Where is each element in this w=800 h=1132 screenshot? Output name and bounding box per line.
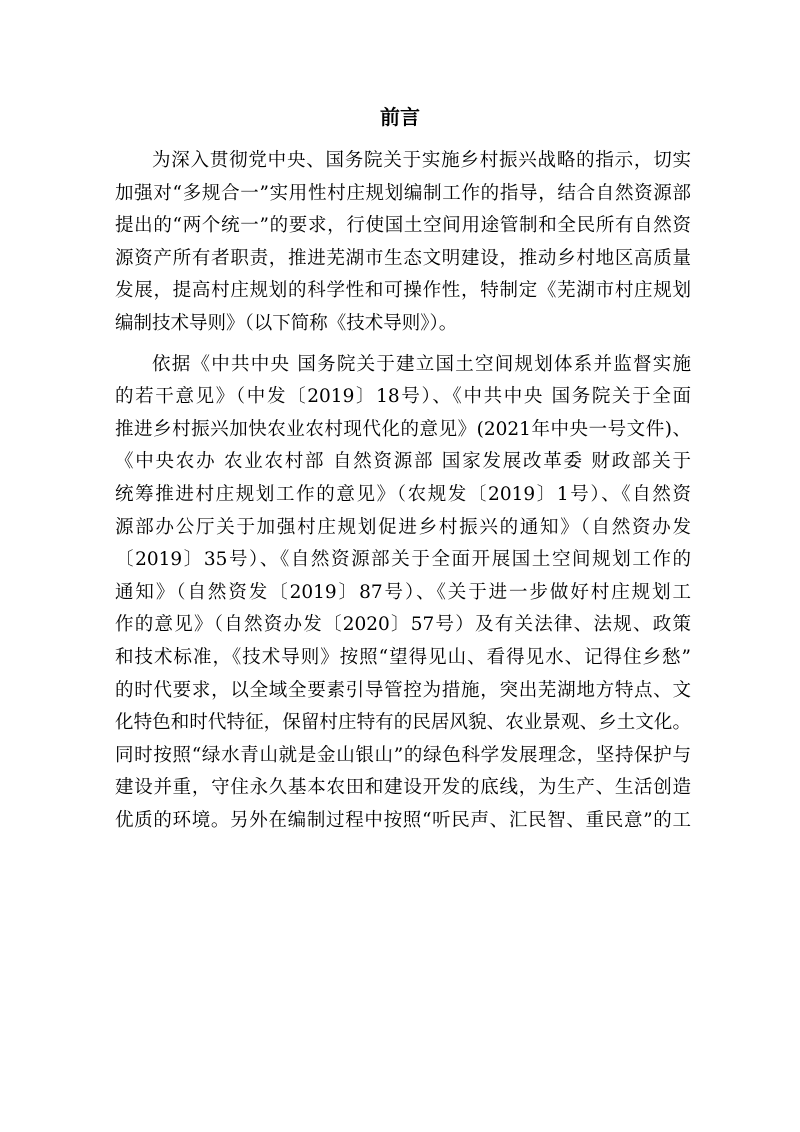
text-line: 提出的“两个统一”的要求，行使国土空间用途管制和全民所有自然资	[115, 215, 691, 237]
text-line: 编制技术导则》（以下简称《技术导则》）。	[115, 312, 458, 334]
text-line: 的时代要求，以全域全要素引导管控为措施，突出芜湖地方特点、文	[115, 679, 691, 701]
text-line: 依据《中共中央 国务院关于建立国土空间规划体系并监督实施	[152, 353, 691, 375]
text-line: 的若干意见》（中发〔2019〕18号）、《中共中央 国务院关于全面	[115, 386, 691, 408]
text-line: 推进乡村振兴加快农业农村现代化的意见》(2021年中央一号文件)、	[115, 418, 691, 440]
text-line: 源部办公厅关于加强村庄规划促进乡村振兴的通知》（自然资办发	[115, 516, 691, 538]
text-line: 为深入贯彻党中央、国务院关于实施乡村振兴战略的指示，切实	[152, 150, 691, 171]
text-line: 和技术标准，《技术导则》按照“望得见山、看得见水、记得住乡愁”	[115, 646, 691, 668]
document-body	[115, 145, 691, 837]
text-line: 加强对“多规合一”实用性村庄规划编制工作的指导，结合自然资源部	[115, 182, 691, 204]
text-line: 《中央农办 农业农村部 自然资源部 国家发展改革委 财政部关于	[115, 451, 691, 473]
text-line: 建设并重，守住永久基本农田和建设开发的底线，为生产、生活创造	[115, 777, 691, 799]
text-line: 〔2019〕35号）、《自然资源部关于全面开展国土空间规划工作的	[115, 549, 691, 571]
page-title: 前言	[380, 105, 420, 129]
text-line: 通知》（自然资发〔2019〕87号）、《关于进一步做好村庄规划工	[115, 581, 691, 603]
text-line: 化特色和时代特征，保留村庄特有的民居风貌、农业景观、乡土文化。	[115, 712, 691, 734]
text-line: 源资产所有者职责，推进芜湖市生态文明建设，推动乡村地区高质量	[115, 247, 691, 269]
text-line: 同时按照“绿水青山就是金山银山”的绿色科学发展理念，坚持保护与	[115, 744, 691, 766]
text-line: 统筹推进村庄规划工作的意见》（农规发〔2019〕1号）、《自然资	[115, 483, 691, 505]
text-line: 优质的环境。另外在编制过程中按照“听民声、汇民智、重民意”的工	[115, 809, 691, 831]
paragraph-1	[115, 145, 691, 341]
paragraph-spacer	[115, 341, 691, 349]
text-line: 发展，提高村庄规划的科学性和可操作性，特制定《芜湖市村庄规划	[115, 280, 691, 302]
text-line: 作的意见》（自然资办发〔2020〕57号）及有关法律、法规、政策	[115, 614, 691, 636]
paragraph-2	[115, 349, 691, 838]
